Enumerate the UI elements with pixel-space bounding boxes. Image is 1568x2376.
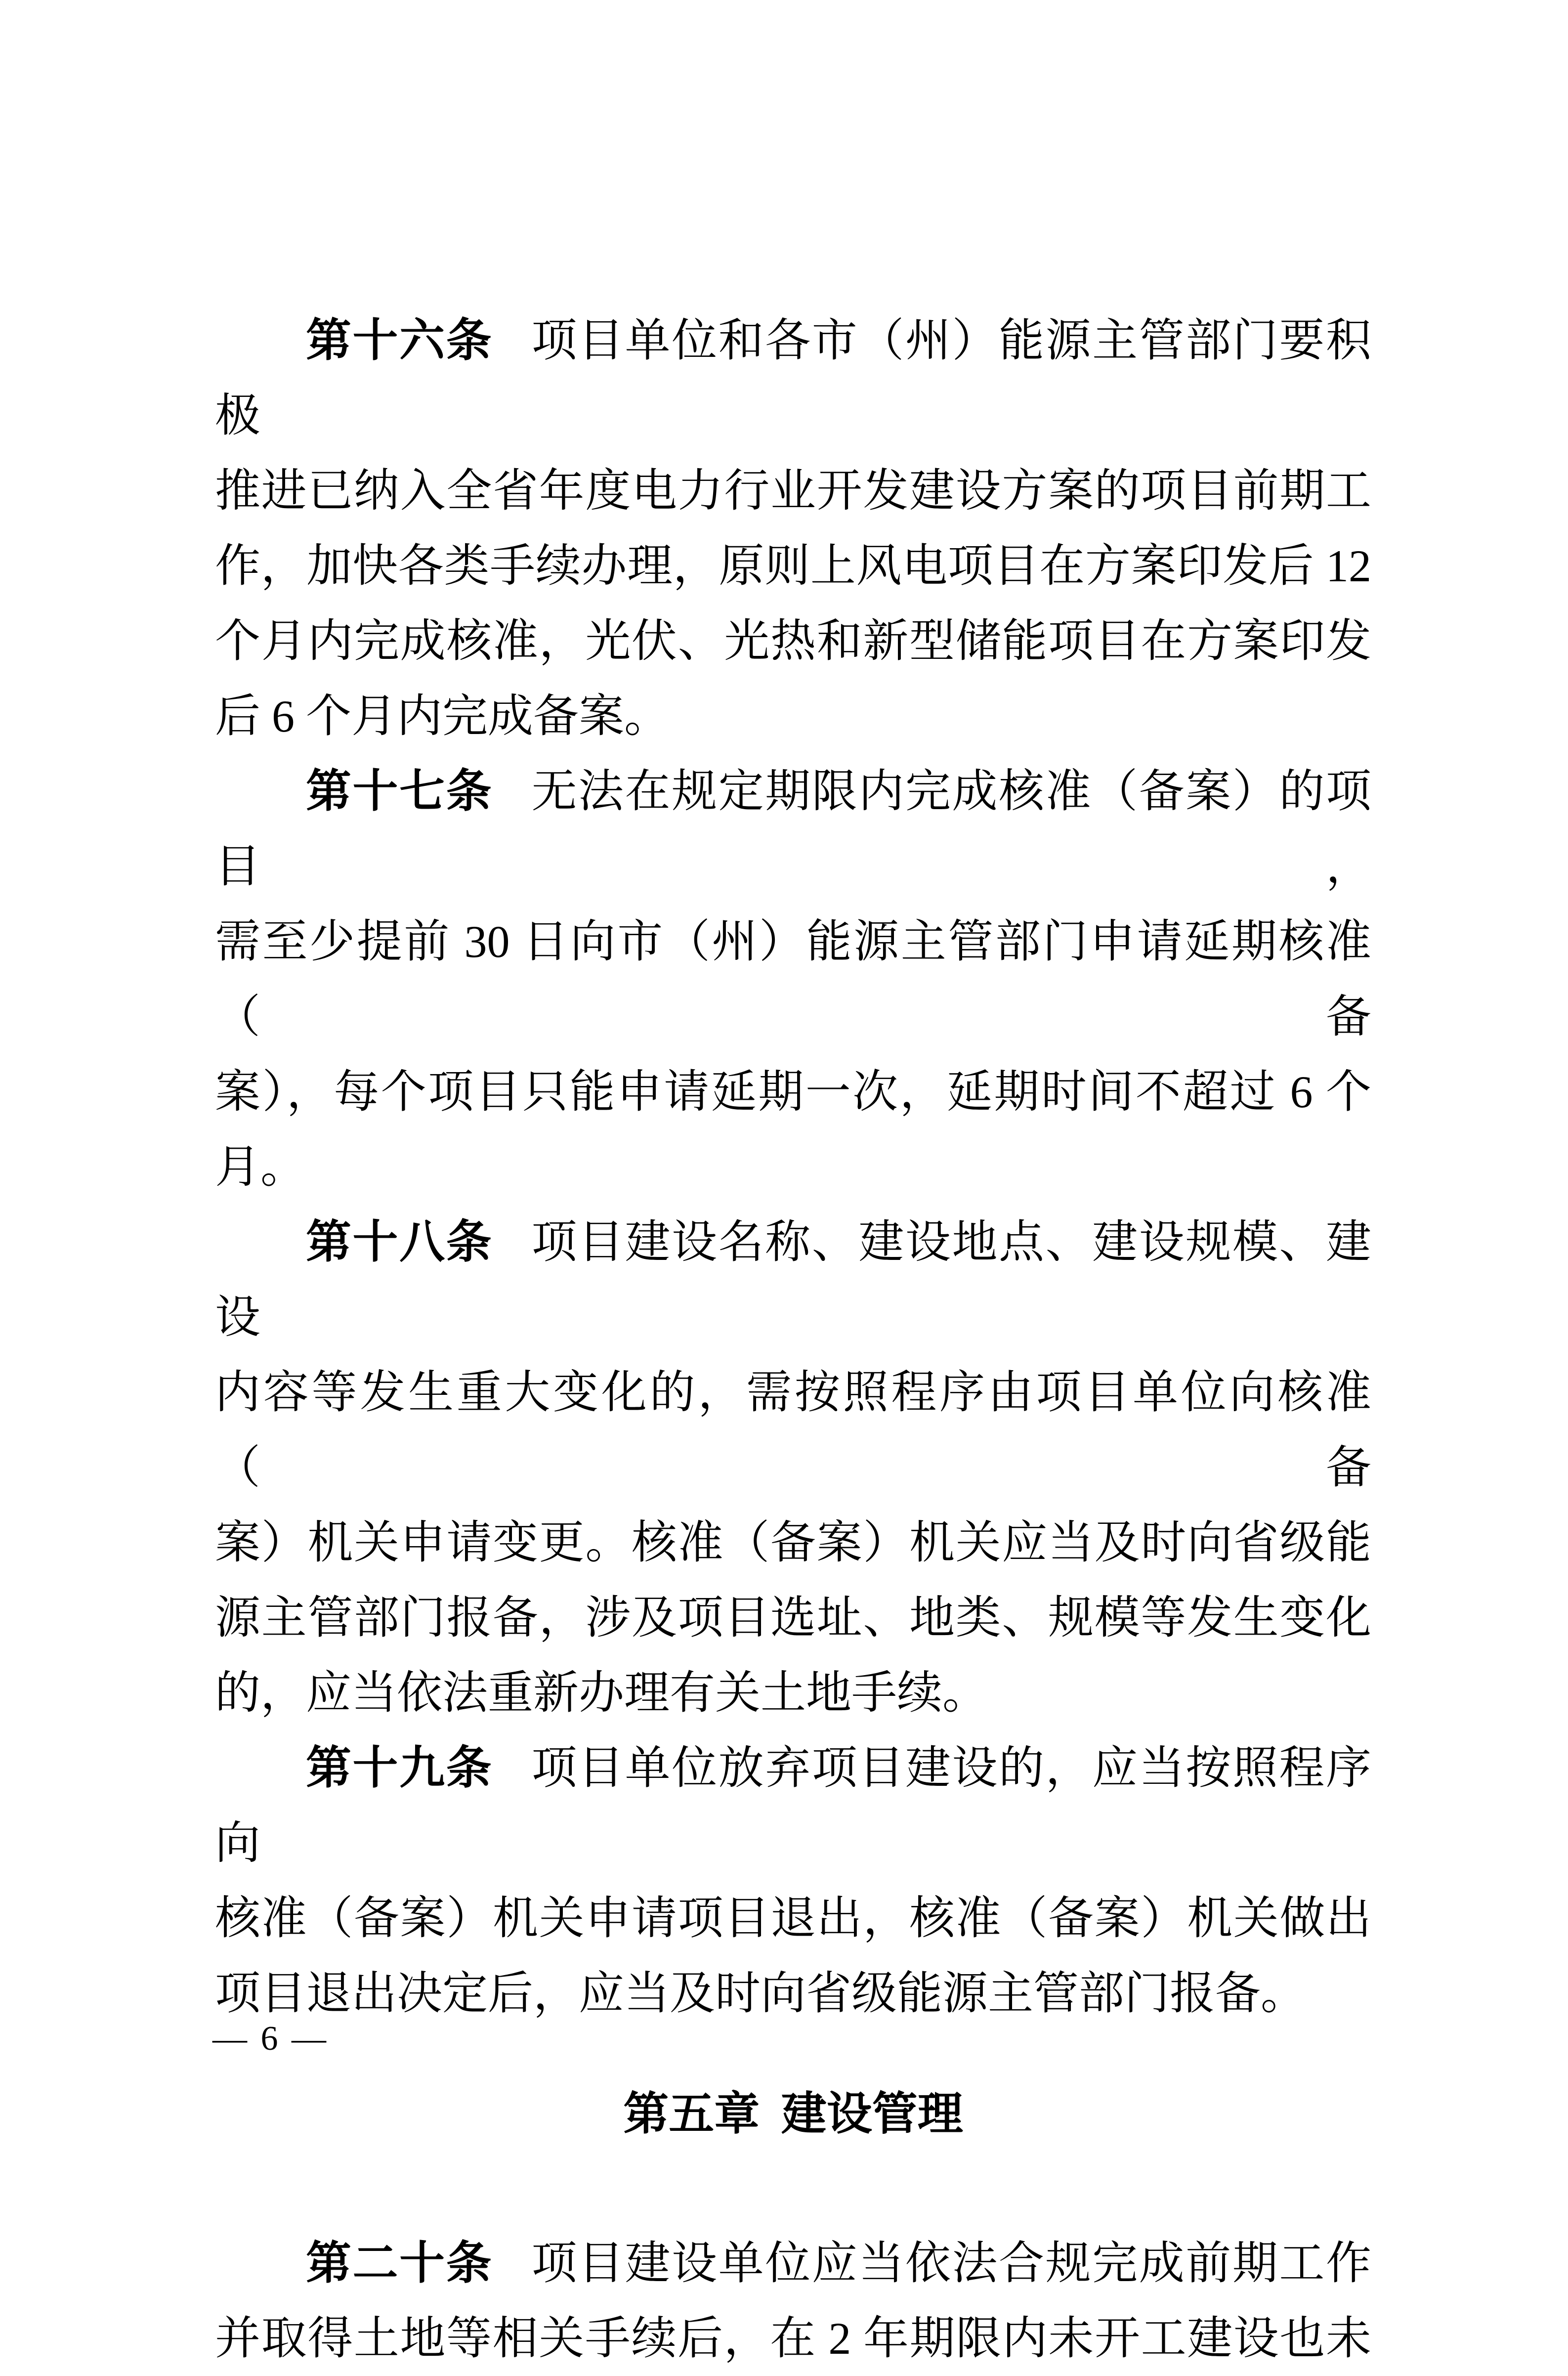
page-footer — [212, 2022, 329, 2056]
text-line — [215, 1580, 1371, 1655]
text-line — [215, 1129, 1371, 1205]
line-text: 个月内完成核准，光伏、光热和新型储能项目在方案印发 — [215, 616, 1371, 666]
line-text: 需至少提前 30 日向市（州）能源主管部门申请延期核准（备 — [215, 916, 1371, 1042]
line-text: 的，应当依法重新办理有关土地手续。 — [215, 1668, 988, 1718]
text-line — [215, 1881, 1371, 1956]
text-line — [215, 1205, 1371, 1355]
line-text: 项目单位放弃项目建设的，应当按照程序向 — [215, 1743, 1371, 1868]
line-text: 项目退出决定后，应当及时向省级能源主管部门报备。 — [215, 1968, 1307, 2019]
article-number-label: 第十六条 — [306, 315, 493, 366]
text-line — [215, 904, 1371, 1054]
text-line — [215, 453, 1371, 528]
text-line — [215, 1655, 1371, 1730]
text-line — [215, 528, 1371, 604]
line-text: 后 6 个月内完成备案。 — [215, 691, 670, 741]
line-text: 源主管部门报备，涉及项目选址、地类、规模等发生变化 — [215, 1593, 1371, 1643]
chapter-heading: 第五章 建设管理 — [623, 2089, 963, 2139]
article-number-label: 第十八条 — [306, 1217, 493, 1267]
line-text: 并取得土地等相关手续后，在 2 年期限内未开工建设也未 — [215, 2313, 1371, 2364]
line-text: 作，加快各类手续办理，原则上风电项目在方案印发后 12 — [215, 541, 1371, 591]
document-body — [215, 303, 1371, 2376]
text-line — [215, 1505, 1371, 1580]
article-number-label: 第十九条 — [306, 1743, 493, 1793]
line-text: 项目单位和各市（州）能源主管部门要积极 — [215, 315, 1371, 441]
text-line — [215, 2226, 1371, 2301]
line-text: 月。 — [215, 1142, 306, 1192]
line-text: 案），每个项目只能申请延期一次，延期时间不超过 6 个 — [215, 1067, 1371, 1117]
text-line — [215, 604, 1371, 679]
line-text: 内容等发生重大变化的，需按照程序由项目单位向核准（备 — [215, 1367, 1371, 1493]
line-text: 项目建设单位应当依法合规完成前期工作 — [531, 2238, 1371, 2289]
text-line — [215, 1730, 1371, 1881]
text-line — [215, 679, 1371, 754]
line-text: 推进已纳入全省年度电力行业开发建设方案的项目前期工 — [215, 466, 1371, 516]
text-line — [215, 754, 1371, 904]
line-text: 无法在规定期限内完成核准（备案）的项目， — [215, 766, 1371, 892]
line-text: 项目建设名称、建设地点、建设规模、建设 — [215, 1217, 1371, 1342]
text-line — [215, 2301, 1371, 2376]
text-line — [215, 1956, 1371, 2031]
text-line — [215, 1054, 1371, 1129]
line-text: 案）机关申请变更。核准（备案）机关应当及时向省级能 — [215, 1517, 1371, 1568]
text-line — [215, 303, 1371, 453]
line-text: 核准（备案）机关申请项目退出，核准（备案）机关做出 — [215, 1893, 1371, 1944]
page-number: — 6 — — [212, 2020, 329, 2058]
article-number-label: 第十七条 — [306, 766, 493, 817]
text-line — [215, 1355, 1371, 1505]
article-number-label: 第二十条 — [306, 2238, 493, 2289]
